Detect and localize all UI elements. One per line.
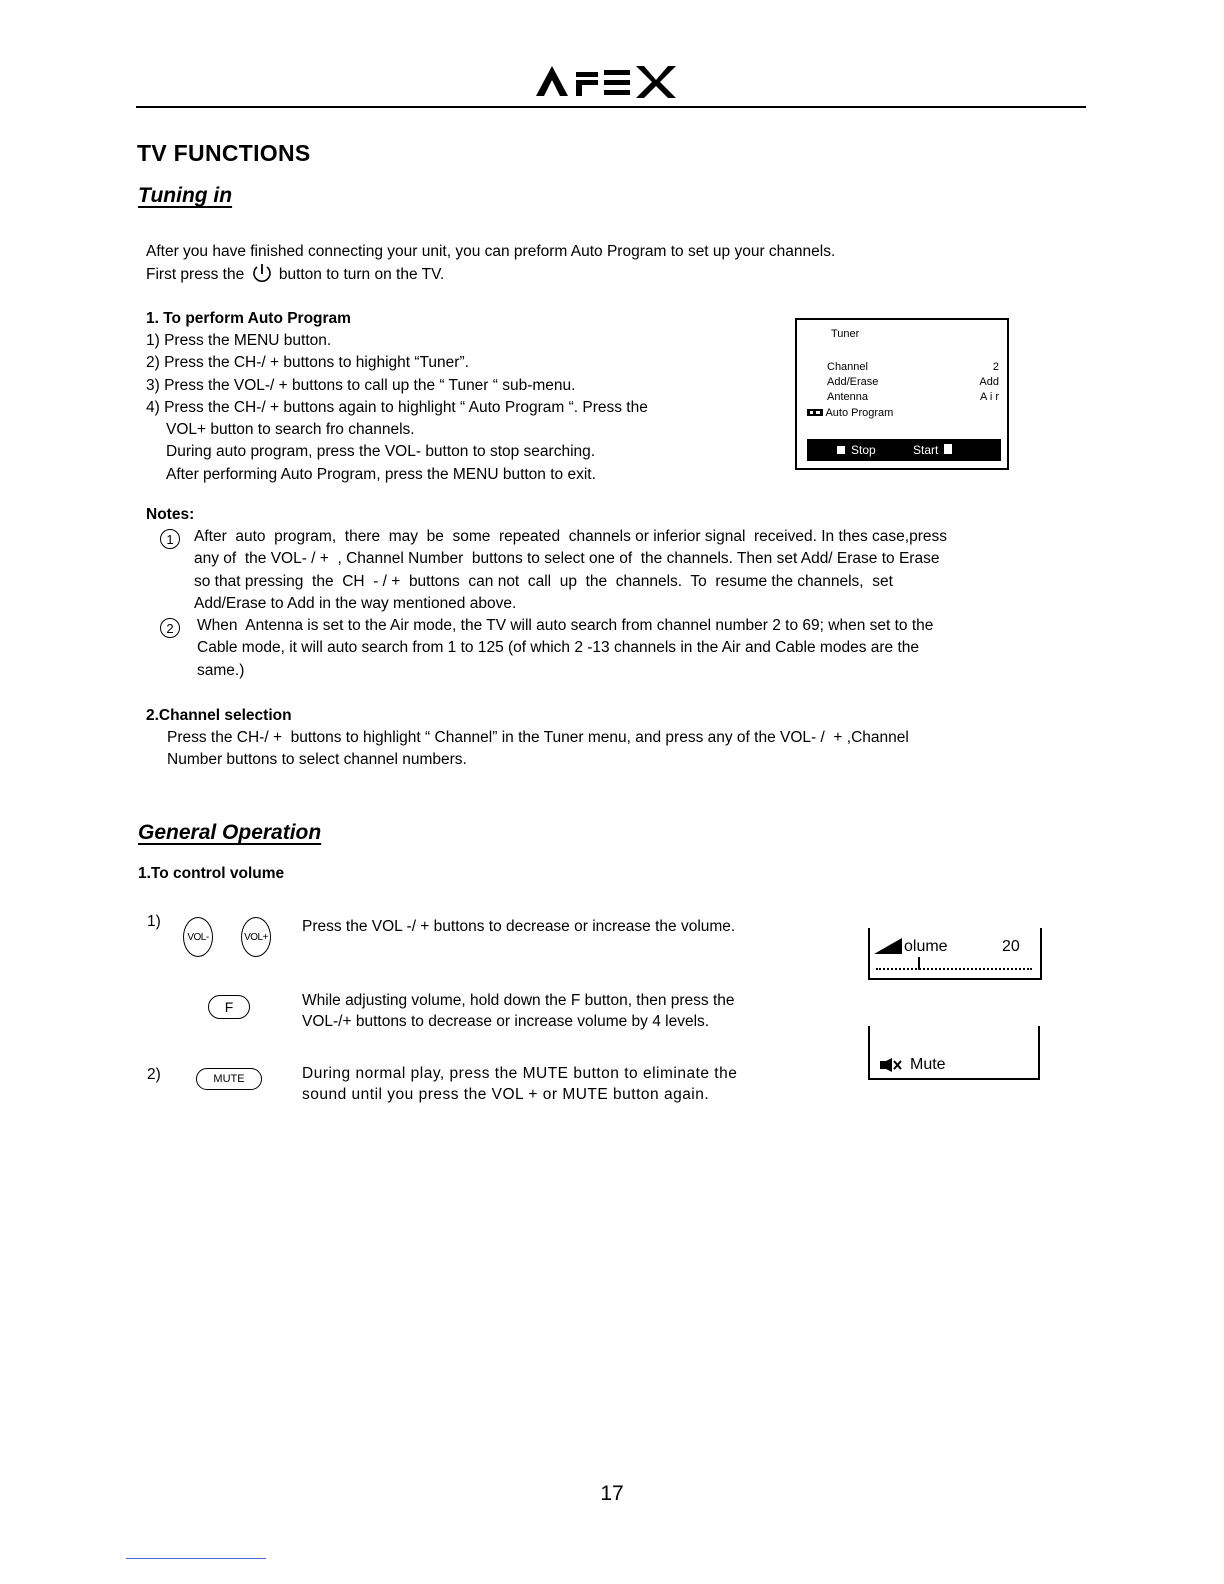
volume-osd — [868, 928, 1042, 980]
mute-speaker-icon — [880, 1058, 902, 1072]
intro-line-1: After you have finished connecting your unit, you can preform Auto Program to set up your channels. — [146, 243, 836, 260]
tuner-row-value: A i r — [980, 391, 999, 403]
note-2-marker: 2 — [160, 618, 180, 638]
header-rule — [136, 106, 1086, 108]
channel-selection-line: Press the CH-/ + buttons to highlight “ Channel” in the Tuner menu, and press any of the VOL- / + ,Channel — [167, 729, 909, 746]
item-1-number: 1) — [147, 913, 161, 930]
mute-label: Mute — [910, 1056, 946, 1073]
tuner-row-auto-program — [807, 407, 957, 419]
speaker-icon — [807, 408, 823, 417]
volume-label: olume — [904, 938, 948, 955]
vol-plus-button: VOL+ — [241, 917, 271, 957]
vol-instruction: Press the VOL -/ + buttons to decrease or increase the volume. — [302, 918, 736, 935]
stop-label: Stop — [851, 443, 876, 457]
power-icon — [251, 263, 273, 283]
note-1-line: After auto program, there may be some repeated channels or inferior signal received. In thes case,press — [194, 528, 947, 545]
f-instruction-line: While adjusting volume, hold down the F button, then press the — [302, 992, 735, 1009]
mute-button: MUTE — [196, 1068, 262, 1090]
tuner-row-channel — [827, 361, 999, 373]
note-1-line: so that pressing the CH - / + buttons can not call up the channels. To resume the channels, set — [194, 572, 893, 590]
tuner-osd — [795, 318, 1009, 470]
auto-program-heading: 1. To perform Auto Program — [146, 310, 351, 327]
apex-logo-mark — [532, 62, 692, 98]
step-4-cont-3: After performing Auto Program, press the MENU button to exit. — [166, 465, 596, 483]
page-title: TV FUNCTIONS — [137, 140, 311, 166]
volume-level-marker — [918, 957, 920, 970]
notes-heading: Notes: — [146, 506, 195, 523]
stop-indicator — [837, 443, 876, 457]
tuner-row-value: 2 — [992, 361, 999, 373]
note-2-line: Cable mode, it will auto search from 1 to 125 (of which 2 -13 channels in the Air and Cable modes are the — [197, 639, 920, 657]
mute-instruction-line: During normal play, press the MUTE button to eliminate the — [302, 1065, 738, 1082]
start-square-icon — [944, 444, 952, 454]
tuner-row-label: Add/Erase — [827, 376, 879, 388]
tuner-osd-title: Tuner — [831, 328, 860, 340]
step-2: 2) Press the CH-/ + buttons to highight “Tuner”. — [146, 354, 469, 372]
intro-paragraph — [146, 241, 1046, 287]
tuner-row-label: Channel — [827, 361, 868, 373]
intro-line-2-end: button to turn on the TV. — [278, 266, 445, 284]
tuner-progress-bar — [807, 439, 1001, 461]
mute-instruction — [302, 1063, 737, 1105]
note-1-marker: 1 — [160, 529, 180, 549]
section-title-tuning: Tuning in — [138, 184, 233, 207]
page-number: 17 — [600, 1482, 624, 1505]
f-instruction-line: VOL-/+ buttons to decrease or increase volume by 4 levels. — [302, 1013, 710, 1030]
apex-logo — [0, 62, 1224, 103]
step-4: 4) Press the CH-/ + buttons again to highlight “ Auto Program “. Press the — [146, 398, 648, 416]
intro-line-2-start: First press the — [146, 266, 245, 284]
step-4-cont-2: During auto program, press the VOL- button to stop searching. — [166, 443, 596, 461]
mute-instruction-line: sound until you press the VOL + or MUTE button again. — [302, 1086, 710, 1103]
tuner-row-label: Antenna — [827, 391, 868, 403]
start-label: Start — [913, 443, 939, 457]
auto-program-steps — [146, 330, 776, 486]
f-instruction — [302, 990, 735, 1032]
volume-heading: 1.To control volume — [138, 865, 285, 882]
intro-line-2 — [146, 263, 1046, 286]
mute-osd — [868, 1026, 1040, 1080]
tuner-row-value: Add — [979, 376, 999, 388]
tuner-row-antenna — [827, 391, 999, 403]
section-title-general: General Operation — [138, 821, 322, 844]
tuner-row-add-erase — [827, 376, 999, 388]
footer-line — [126, 1558, 266, 1559]
start-indicator — [913, 443, 952, 457]
channel-selection-line: Number buttons to select channel numbers. — [167, 751, 467, 769]
note-2-line: same.) — [197, 661, 245, 679]
note-1-line: Add/Erase to Add in the way mentioned above. — [194, 594, 517, 612]
item-2-number: 2) — [147, 1066, 161, 1083]
f-button: F — [208, 995, 250, 1019]
channel-selection-text — [167, 727, 1027, 772]
vol-minus-button: VOL- — [183, 917, 213, 957]
step-4-cont-1: VOL+ button to search fro channels. — [166, 421, 415, 439]
stop-square-icon — [837, 446, 845, 454]
note-2-text — [197, 615, 1037, 682]
step-1: 1) Press the MENU button. — [146, 332, 332, 349]
volume-icon — [874, 938, 902, 954]
channel-selection-heading: 2.Channel selection — [146, 707, 292, 724]
volume-track — [876, 968, 1032, 970]
tuner-row-label: Auto Program — [825, 407, 894, 419]
note-1-line: any of the VOL- / + , Channel Number buttons to select one of the channels. Then set Add/ Erase to Erase — [194, 550, 940, 568]
note-2-line: When Antenna is set to the Air mode, the TV will auto search from channel number 2 to 69; when set to the — [197, 617, 934, 634]
volume-value: 20 — [1002, 938, 1020, 955]
note-1-text — [194, 526, 1034, 615]
step-3: 3) Press the VOL-/ + buttons to call up the “ Tuner “ sub-menu. — [146, 376, 576, 394]
